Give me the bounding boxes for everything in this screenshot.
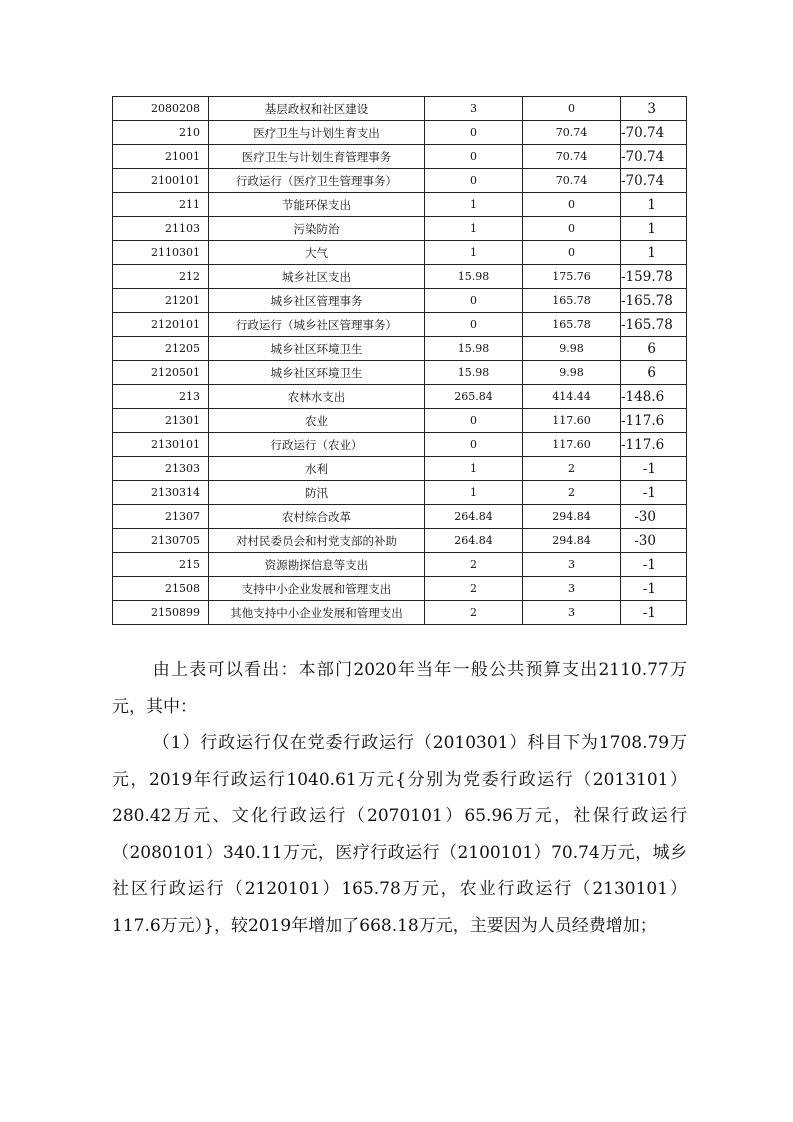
table-row (113, 409, 687, 433)
value-2019-cell: 0 (523, 193, 621, 217)
table-row (113, 337, 687, 361)
table-row (113, 385, 687, 409)
name-cell: 基层政权和社区建设 (209, 97, 425, 121)
table-row (113, 505, 687, 529)
difference-cell: -30 (621, 529, 687, 553)
body-text (112, 652, 687, 944)
table-row (113, 577, 687, 601)
budget-table (112, 96, 687, 625)
difference-cell: -70.74 (621, 145, 687, 169)
code-cell: 215 (113, 553, 209, 577)
value-2020-cell: 265.84 (425, 385, 523, 409)
value-2020-cell: 0 (425, 121, 523, 145)
difference-cell: -117.6 (621, 409, 687, 433)
value-2020-cell: 1 (425, 457, 523, 481)
table-row (113, 553, 687, 577)
difference-cell: -1 (621, 553, 687, 577)
code-cell: 21205 (113, 337, 209, 361)
name-cell: 大气 (209, 241, 425, 265)
summary-paragraph: 由上表可以看出：本部门2020年当年一般公共预算支出2110.77万元，其中： (112, 660, 687, 717)
code-cell: 21201 (113, 289, 209, 313)
value-2020-cell: 0 (425, 169, 523, 193)
value-2019-cell: 117.60 (523, 433, 621, 457)
name-cell: 节能环保支出 (209, 193, 425, 217)
value-2019-cell: 0 (523, 241, 621, 265)
name-cell: 城乡社区环境卫生 (209, 337, 425, 361)
value-2020-cell: 2 (425, 601, 523, 625)
value-2020-cell: 0 (425, 433, 523, 457)
value-2019-cell: 3 (523, 553, 621, 577)
difference-cell: -165.78 (621, 289, 687, 313)
table-row (113, 145, 687, 169)
value-2020-cell: 1 (425, 217, 523, 241)
name-cell: 防汛 (209, 481, 425, 505)
code-cell: 2130314 (113, 481, 209, 505)
code-cell: 21303 (113, 457, 209, 481)
name-cell: 农林水支出 (209, 385, 425, 409)
value-2019-cell: 70.74 (523, 121, 621, 145)
value-2019-cell: 117.60 (523, 409, 621, 433)
table-row (113, 169, 687, 193)
table-row (113, 457, 687, 481)
table-row (113, 241, 687, 265)
difference-cell: -1 (621, 481, 687, 505)
table-row (113, 313, 687, 337)
table-row (113, 289, 687, 313)
code-cell: 21001 (113, 145, 209, 169)
difference-cell: -165.78 (621, 313, 687, 337)
code-cell: 2150899 (113, 601, 209, 625)
value-2020-cell: 2 (425, 577, 523, 601)
difference-cell: 6 (621, 361, 687, 385)
difference-cell: 6 (621, 337, 687, 361)
value-2019-cell: 294.84 (523, 529, 621, 553)
value-2019-cell: 414.44 (523, 385, 621, 409)
name-cell: 农业 (209, 409, 425, 433)
table-row (113, 601, 687, 625)
code-cell: 2120101 (113, 313, 209, 337)
name-cell: 行政运行（医疗卫生管理事务） (209, 169, 425, 193)
value-2020-cell: 3 (425, 97, 523, 121)
table-row (113, 265, 687, 289)
value-2020-cell: 2 (425, 553, 523, 577)
value-2019-cell: 165.78 (523, 289, 621, 313)
difference-cell: 1 (621, 217, 687, 241)
value-2019-cell: 9.98 (523, 337, 621, 361)
value-2020-cell: 0 (425, 313, 523, 337)
difference-cell: -117.6 (621, 433, 687, 457)
name-cell: 其他支持中小企业发展和管理支出 (209, 601, 425, 625)
code-cell: 2110301 (113, 241, 209, 265)
name-cell: 农村综合改革 (209, 505, 425, 529)
difference-cell: -70.74 (621, 121, 687, 145)
code-cell: 212 (113, 265, 209, 289)
value-2020-cell: 15.98 (425, 361, 523, 385)
code-cell: 2080208 (113, 97, 209, 121)
table-row (113, 217, 687, 241)
difference-cell: -159.78 (621, 265, 687, 289)
value-2019-cell: 0 (523, 217, 621, 241)
code-cell: 21508 (113, 577, 209, 601)
value-2019-cell: 9.98 (523, 361, 621, 385)
table-row (113, 121, 687, 145)
code-cell: 21103 (113, 217, 209, 241)
difference-cell: 1 (621, 193, 687, 217)
value-2019-cell: 2 (523, 481, 621, 505)
table-row (113, 529, 687, 553)
name-cell: 城乡社区管理事务 (209, 289, 425, 313)
table-row (113, 433, 687, 457)
value-2019-cell: 70.74 (523, 145, 621, 169)
table-row (113, 97, 687, 121)
name-cell: 污染防治 (209, 217, 425, 241)
value-2019-cell: 3 (523, 601, 621, 625)
value-2019-cell: 294.84 (523, 505, 621, 529)
value-2020-cell: 0 (425, 409, 523, 433)
table-row (113, 361, 687, 385)
value-2020-cell: 264.84 (425, 529, 523, 553)
name-cell: 行政运行（农业） (209, 433, 425, 457)
difference-cell: -1 (621, 577, 687, 601)
value-2020-cell: 0 (425, 145, 523, 169)
value-2020-cell: 15.98 (425, 337, 523, 361)
value-2020-cell: 0 (425, 289, 523, 313)
admin-operation-paragraph: （1）行政运行仅在党委行政运行（2010301）科目下为1708.79万元，2019年行政运行1040.61万元{分别为党委行政运行（2013101）280.42万元、文化行政运行（2070101）65.96万元，社保行政运行（2080101）340.11万元，医疗行政运行（2100101）70.74万元，城乡社区行政运行（2120101）165.78万元，农业行政运行（2130101）117.6万元）}，较2019年增加了668.18万元，主要因为人员经费增加； (112, 733, 687, 936)
difference-cell: -30 (621, 505, 687, 529)
code-cell: 21307 (113, 505, 209, 529)
name-cell: 医疗卫生与计划生育支出 (209, 121, 425, 145)
value-2020-cell: 1 (425, 193, 523, 217)
code-cell: 213 (113, 385, 209, 409)
table-row (113, 193, 687, 217)
value-2020-cell: 264.84 (425, 505, 523, 529)
code-cell: 2120501 (113, 361, 209, 385)
name-cell: 城乡社区支出 (209, 265, 425, 289)
name-cell: 资源勘探信息等支出 (209, 553, 425, 577)
name-cell: 城乡社区环境卫生 (209, 361, 425, 385)
value-2020-cell: 1 (425, 241, 523, 265)
name-cell: 支持中小企业发展和管理支出 (209, 577, 425, 601)
difference-cell: -70.74 (621, 169, 687, 193)
difference-cell: 3 (621, 97, 687, 121)
budget-table-body (113, 97, 687, 625)
value-2019-cell: 70.74 (523, 169, 621, 193)
code-cell: 210 (113, 121, 209, 145)
code-cell: 2130705 (113, 529, 209, 553)
name-cell: 行政运行（城乡社区管理事务） (209, 313, 425, 337)
difference-cell: -1 (621, 457, 687, 481)
value-2020-cell: 1 (425, 481, 523, 505)
code-cell: 2130101 (113, 433, 209, 457)
code-cell: 211 (113, 193, 209, 217)
value-2019-cell: 0 (523, 97, 621, 121)
value-2019-cell: 165.78 (523, 313, 621, 337)
value-2019-cell: 3 (523, 577, 621, 601)
table-row (113, 481, 687, 505)
value-2019-cell: 2 (523, 457, 621, 481)
name-cell: 水利 (209, 457, 425, 481)
difference-cell: -1 (621, 601, 687, 625)
code-cell: 21301 (113, 409, 209, 433)
name-cell: 对村民委员会和村党支部的补助 (209, 529, 425, 553)
difference-cell: 1 (621, 241, 687, 265)
difference-cell: -148.6 (621, 385, 687, 409)
name-cell: 医疗卫生与计划生育管理事务 (209, 145, 425, 169)
value-2019-cell: 175.76 (523, 265, 621, 289)
value-2020-cell: 15.98 (425, 265, 523, 289)
code-cell: 2100101 (113, 169, 209, 193)
